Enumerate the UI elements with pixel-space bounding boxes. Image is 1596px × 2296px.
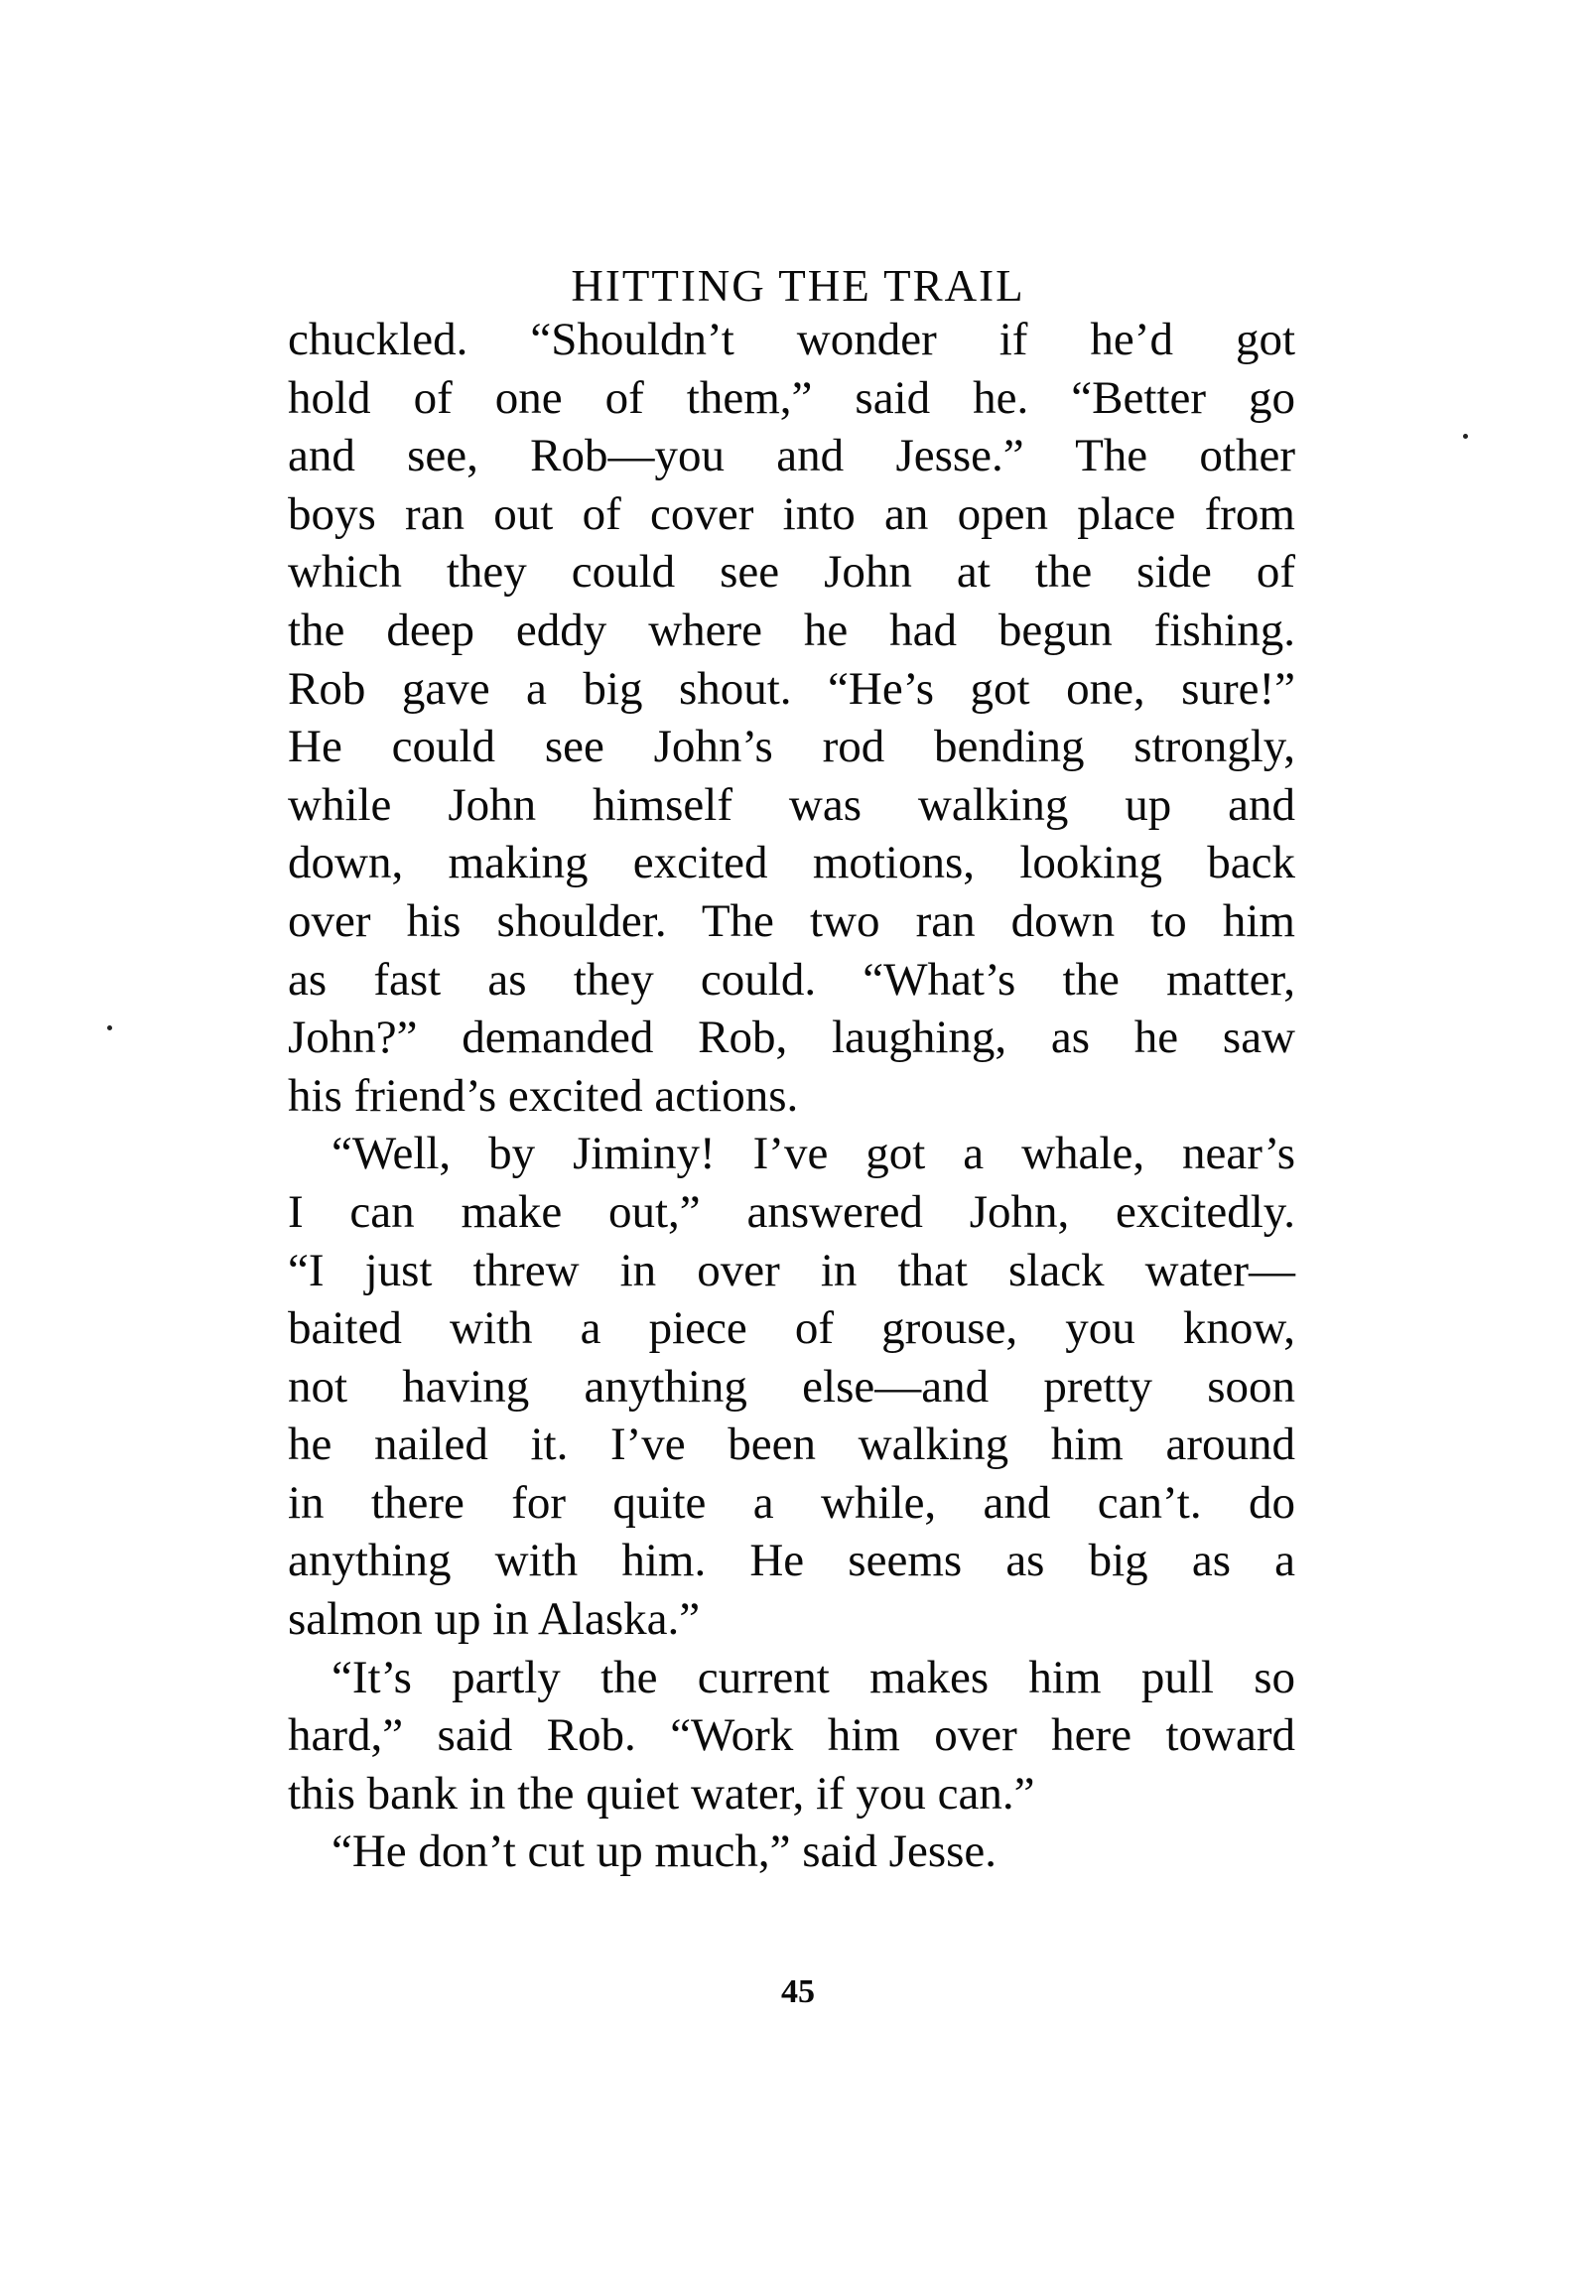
text-line: and see, Rob—you and Jesse.” The other: [288, 430, 1295, 482]
text-line: which they could see John at the side of: [288, 546, 1295, 599]
text-line: as fast as they could. “What’s the matter,: [288, 953, 1295, 1006]
text-line: down, making excited motions, looking back: [288, 837, 1295, 889]
text-line: “He don’t cut up much,” said Jesse.: [332, 1825, 998, 1878]
text-line: “It’s partly the current makes him pull so: [332, 1651, 1295, 1703]
text-line: salmon up in Alaska.”: [288, 1593, 701, 1646]
text-line: while John himself was walking up and: [288, 778, 1295, 831]
text-line: over his shoulder. The two ran down to him: [288, 894, 1295, 947]
text-line: Rob gave a big shout. “He’s got one, sure!”: [288, 662, 1295, 715]
scan-speck: [107, 1025, 112, 1030]
text-line: the deep eddy where he had begun fishing.: [288, 604, 1295, 656]
text-line: chuckled. “Shouldn’t wonder if he’d got: [288, 314, 1295, 365]
text-line: anything with him. He seems as big as a: [288, 1535, 1295, 1587]
text-line: hard,” said Rob. “Work him over here toward: [288, 1709, 1295, 1762]
running-head: HITTING THE TRAIL: [571, 261, 1025, 311]
text-line: “I just threw in over in that slack water—: [288, 1244, 1295, 1296]
page-number: 45: [781, 1973, 815, 2010]
text-line: “Well, by Jiminy! I’ve got a whale, near’s: [332, 1128, 1295, 1180]
text-line: baited with a piece of grouse, you know,: [288, 1302, 1295, 1355]
text-line: he nailed it. I’ve been walking him around: [288, 1418, 1295, 1471]
text-line: I can make out,” answered John, excitedly.: [288, 1185, 1295, 1238]
text-line: John?” demanded Rob, laughing, as he saw: [288, 1012, 1295, 1064]
text-line: He could see John’s rod bending strongly,: [288, 721, 1295, 773]
text-line: boys ran out of cover into an open place from: [288, 487, 1295, 540]
text-line: hold of one of them,” said he. “Better go: [288, 371, 1295, 424]
text-line: this bank in the quiet water, if you can.”: [288, 1767, 1035, 1820]
text-line: in there for quite a while, and can’t. do: [288, 1476, 1295, 1529]
body-text: [288, 311, 1295, 1881]
text-line: his friend’s excited actions.: [288, 1069, 799, 1122]
scan-speck: [1463, 434, 1468, 439]
text-line: not having anything else—and pretty soon: [288, 1360, 1295, 1413]
